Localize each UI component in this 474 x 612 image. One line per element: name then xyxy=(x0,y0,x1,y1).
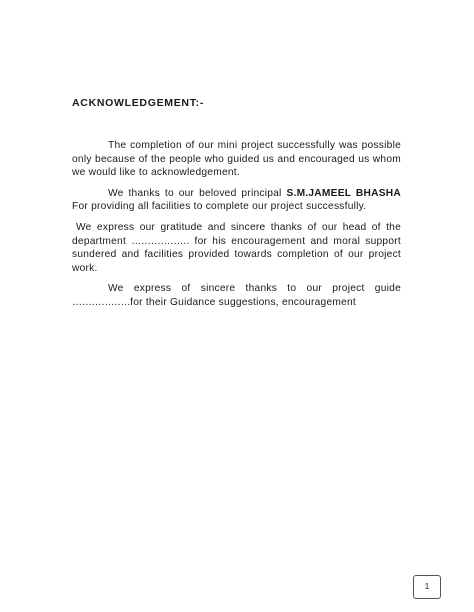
paragraph-completion xyxy=(72,139,401,180)
paragraph-guide-text-after: for their Guidance suggestions, encouragement xyxy=(130,296,357,308)
hod-name-placeholder: ……………… xyxy=(131,235,190,247)
paragraph-hod-text-after: for his encouragement and moral support sundered and facilities provided towards completion of our project work. xyxy=(72,235,401,274)
paragraph-principal-text-before: We thanks to our beloved principal xyxy=(108,187,287,199)
acknowledgement-body xyxy=(72,139,401,317)
acknowledgement-heading: ACKNOWLEDGEMENT:- xyxy=(72,97,205,109)
paragraph-guide xyxy=(72,282,401,309)
guide-name-placeholder: ……………… xyxy=(72,296,131,308)
paragraph-principal-text-after: For providing all facilities to complete our project successfully. xyxy=(72,201,367,213)
page-number-box xyxy=(413,575,441,599)
page-number: 1 xyxy=(424,582,430,591)
paragraph-hod-text-before: We express our gratitude and sincere thanks of our head of the department xyxy=(72,221,401,247)
paragraph-principal xyxy=(72,187,401,214)
paragraph-hod xyxy=(72,221,401,275)
principal-name: S.M.JAMEEL BHASHA xyxy=(286,187,401,199)
paragraph-completion-text: The completion of our mini project successfully was possible only because of the people who guided us and encouraged us whom we would like to acknowledgement. xyxy=(72,140,401,179)
paragraph-guide-text-before: We express of sincere thanks to our project guide xyxy=(108,283,401,295)
